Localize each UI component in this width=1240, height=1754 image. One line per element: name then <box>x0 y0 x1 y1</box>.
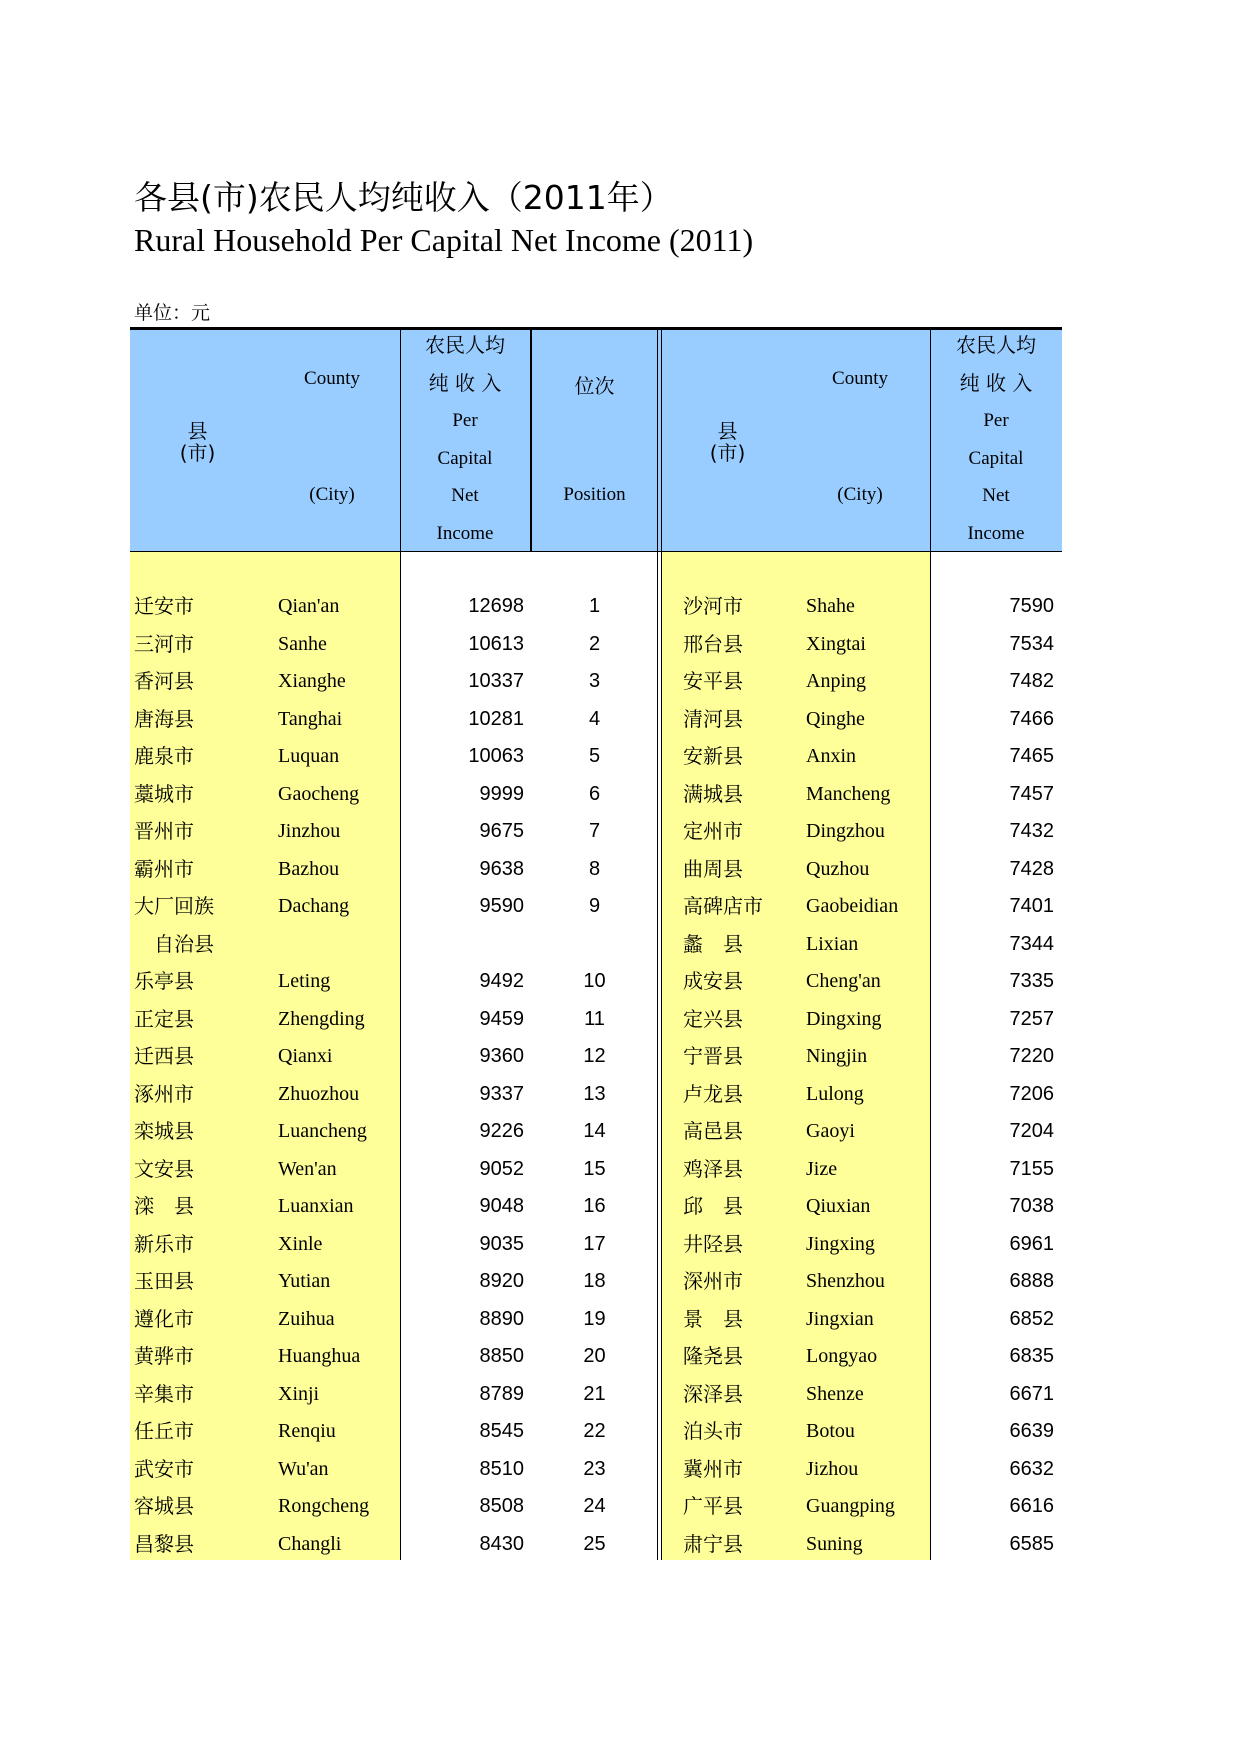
county-name-en: Qian'an <box>278 595 340 617</box>
county-name-cn: 成安县 <box>683 969 743 993</box>
county-name-en: Qianxi <box>278 1045 333 1067</box>
county-name-cn: 满城县 <box>683 781 743 806</box>
county-name-en: Shenze <box>806 1382 864 1405</box>
county-name-cn: 容城县 <box>134 1494 194 1518</box>
county-name-cn: 遵化市 <box>134 1306 194 1331</box>
header-county-cn-right: 县 (市) <box>709 419 746 465</box>
income-value: 9035 <box>479 1232 524 1255</box>
position-value: 10 <box>583 970 606 992</box>
income-value: 9590 <box>479 895 524 917</box>
income-value: 7344 <box>1009 932 1054 955</box>
income-value: 6835 <box>1009 1345 1054 1367</box>
income-value: 7155 <box>1009 1157 1054 1180</box>
income-value: 8890 <box>479 1307 524 1330</box>
county-name-cn: 鸡泽县 <box>683 1156 743 1181</box>
income-value: 7428 <box>1009 857 1054 880</box>
county-name-cn: 高碑店市 <box>683 894 763 918</box>
income-value: 6888 <box>1009 1270 1054 1292</box>
position-value <box>532 926 657 964</box>
header-position-cn: 位次 <box>574 374 615 398</box>
income-value: 9999 <box>479 782 524 805</box>
position-value: 1 <box>588 595 601 617</box>
county-name-en: Lixian <box>806 932 859 955</box>
header-income-left <box>400 327 530 552</box>
income-value: 8920 <box>479 1270 524 1292</box>
county-name-en: Quzhou <box>806 857 870 880</box>
county-name-cn: 涿州市 <box>134 1081 194 1106</box>
income-value: 8430 <box>479 1532 524 1555</box>
position-value: 6 <box>588 782 601 805</box>
income-value: 7465 <box>1009 745 1054 767</box>
county-name-cn: 晋州市 <box>134 819 194 843</box>
income-value: 9360 <box>479 1045 524 1067</box>
income-value: 7038 <box>1009 1195 1054 1217</box>
county-name-en: Lulong <box>806 1082 864 1105</box>
county-name-cn: 定州市 <box>683 819 743 843</box>
county-name-cn: 自治县 <box>134 931 214 956</box>
header-income-line: Per <box>983 410 1009 431</box>
county-name-en: Wu'an <box>278 1457 329 1480</box>
position-value: 8 <box>588 857 601 880</box>
county-name-cn: 清河县 <box>683 706 743 731</box>
position-value: 17 <box>583 1232 606 1255</box>
county-name-cn: 隆尧县 <box>683 1344 743 1368</box>
county-name-cn: 文安县 <box>134 1156 194 1181</box>
position-value: 25 <box>583 1532 606 1555</box>
county-name-cn: 迁西县 <box>134 1044 194 1068</box>
county-name-en: Xinle <box>278 1232 323 1255</box>
income-value: 8508 <box>479 1495 524 1517</box>
county-name-en: Anxin <box>806 745 856 767</box>
county-name-en: Qinghe <box>806 707 865 730</box>
income-value: 9675 <box>479 820 524 842</box>
county-name-en: Xianghe <box>278 670 346 692</box>
county-name-cn: 大厂回族 <box>134 894 214 918</box>
income-value: 9492 <box>479 970 524 992</box>
income-value: 10337 <box>468 670 524 692</box>
county-name-cn: 广平县 <box>683 1494 743 1518</box>
position-value: 13 <box>583 1082 606 1105</box>
county-name-cn: 安平县 <box>683 669 743 693</box>
table-top-border <box>130 327 1062 330</box>
income-value: 7257 <box>1009 1007 1054 1030</box>
county-name-en: Sanhe <box>278 632 327 655</box>
county-name-en: Zhengding <box>278 1007 365 1030</box>
county-name-cn: 深泽县 <box>683 1381 743 1406</box>
county-name-cn: 邱 县 <box>683 1194 743 1218</box>
header-position-en: Position <box>563 484 626 505</box>
page-title-english: Rural Household Per Capital Net Income (2011) <box>134 222 754 258</box>
county-name-cn: 唐海县 <box>134 706 194 731</box>
income-value <box>400 926 524 964</box>
income-value: 9337 <box>479 1082 524 1105</box>
income-value: 10063 <box>468 745 524 767</box>
income-value: 10613 <box>468 632 524 655</box>
income-value: 7457 <box>1009 782 1054 805</box>
header-income-line: Income <box>967 522 1025 544</box>
county-name-en: Huanghua <box>278 1345 361 1367</box>
income-value: 9226 <box>479 1120 524 1142</box>
county-name-en: Xingtai <box>806 632 866 655</box>
county-name-cn: 安新县 <box>683 744 743 768</box>
position-value: 16 <box>583 1195 606 1217</box>
county-name-cn: 泊头市 <box>683 1419 743 1443</box>
county-name-en: Yutian <box>278 1270 331 1292</box>
income-value: 6639 <box>1009 1420 1054 1442</box>
unit-label: 单位：元 <box>134 302 211 324</box>
county-name-en: Jinzhou <box>278 820 341 842</box>
income-value: 9459 <box>479 1007 524 1030</box>
income-value: 6671 <box>1009 1382 1054 1405</box>
county-name-en: Gaoyi <box>806 1120 855 1142</box>
county-name-cn: 鹿泉市 <box>134 744 194 768</box>
header-county-en-left: County <box>304 368 360 389</box>
county-name-en: Gaocheng <box>278 782 360 805</box>
income-value: 7335 <box>1009 970 1054 992</box>
header-city-en-left: (City) <box>309 484 355 505</box>
county-name-en: Suning <box>806 1532 863 1555</box>
county-name-cn: 深州市 <box>683 1269 743 1293</box>
income-value: 6961 <box>1009 1232 1054 1255</box>
income-value: 7466 <box>1009 707 1054 730</box>
income-value: 8789 <box>479 1382 524 1405</box>
county-name-cn: 三河市 <box>134 631 194 656</box>
position-value: 9 <box>588 895 601 917</box>
divider-position <box>530 330 532 552</box>
county-name-en: Jingxing <box>806 1232 875 1255</box>
county-name-en: Jizhou <box>806 1457 859 1480</box>
header-income-line: Income <box>436 522 494 544</box>
header-city-en-right: (City) <box>837 484 883 505</box>
header-income-line: Net <box>982 485 1010 506</box>
county-name-en: Cheng'an <box>806 970 881 992</box>
position-value: 7 <box>588 820 601 842</box>
income-value: 6585 <box>1009 1532 1054 1555</box>
income-value: 7401 <box>1009 895 1054 917</box>
county-name-en: Luquan <box>278 745 340 767</box>
county-name-cn: 香河县 <box>134 669 194 693</box>
income-value: 6852 <box>1009 1307 1054 1330</box>
county-name-en: Dachang <box>278 895 350 917</box>
header-income-line: 农民人均 <box>425 333 505 357</box>
position-value: 14 <box>583 1120 606 1142</box>
income-value: 7432 <box>1009 820 1054 842</box>
county-name-en: Mancheng <box>806 782 891 805</box>
county-name-en: Bazhou <box>278 857 340 880</box>
position-value: 12 <box>583 1045 606 1067</box>
position-value: 15 <box>583 1157 606 1180</box>
header-income-line: 农民人均 <box>956 333 1036 357</box>
position-value: 20 <box>583 1345 606 1367</box>
position-value: 23 <box>583 1457 606 1480</box>
county-name-cn: 栾城县 <box>134 1119 194 1143</box>
county-name-en: Dingxing <box>806 1007 882 1030</box>
position-value: 11 <box>584 1007 605 1030</box>
county-name-cn: 宁晋县 <box>683 1044 743 1068</box>
county-name-cn: 新乐市 <box>134 1231 194 1256</box>
income-value: 10281 <box>468 707 524 730</box>
header-income-line: Capital <box>437 447 493 469</box>
county-name-cn: 辛集市 <box>134 1381 194 1406</box>
county-name-cn: 藁城市 <box>134 781 194 806</box>
county-name-en: Shahe <box>806 595 855 617</box>
county-name-en: Shenzhou <box>806 1270 885 1292</box>
county-name-cn: 玉田县 <box>134 1269 194 1293</box>
county-name-en: Jingxian <box>806 1307 874 1330</box>
position-value: 2 <box>588 632 601 655</box>
county-name-en: Renqiu <box>278 1420 336 1442</box>
divider-center-b <box>661 330 662 1560</box>
header-income-line: Net <box>451 485 479 506</box>
header-income-line: Capital <box>968 447 1024 469</box>
county-name-en: Xinji <box>278 1382 320 1405</box>
income-value: 7534 <box>1009 632 1054 655</box>
county-name-en: Luanxian <box>278 1195 354 1217</box>
position-value: 3 <box>588 670 601 692</box>
header-income-right <box>930 327 1062 552</box>
header-income-line: 纯 收 入 <box>428 370 502 395</box>
header-county-cn-left: 县 (市) <box>179 419 216 465</box>
county-name-en: Rongcheng <box>278 1495 370 1517</box>
county-name-cn: 霸州市 <box>134 856 194 881</box>
county-name-cn: 冀州市 <box>683 1456 743 1481</box>
income-value: 7590 <box>1009 595 1054 617</box>
position-value: 5 <box>588 745 601 767</box>
county-name-en: Ningjin <box>806 1045 868 1067</box>
income-value: 6616 <box>1009 1495 1054 1517</box>
header-income-line: Per <box>452 410 478 431</box>
county-name-cn: 昌黎县 <box>134 1531 194 1556</box>
position-value: 22 <box>583 1420 606 1442</box>
county-name-cn: 卢龙县 <box>683 1081 743 1106</box>
income-value: 12698 <box>468 595 524 617</box>
county-name-cn: 黄骅市 <box>134 1344 194 1368</box>
county-name-cn: 正定县 <box>134 1006 194 1031</box>
county-name-en: Guangping <box>806 1495 895 1517</box>
county-name-en: Longyao <box>806 1345 878 1367</box>
county-name-en: Zhuozhou <box>278 1082 360 1105</box>
header-income-line: 纯 收 入 <box>959 370 1033 395</box>
county-name-cn: 滦 县 <box>134 1194 194 1218</box>
income-value: 7220 <box>1009 1045 1054 1067</box>
county-name-en: Anping <box>806 670 866 692</box>
position-value: 4 <box>588 707 601 730</box>
divider-center-a <box>657 330 658 1560</box>
position-value: 24 <box>583 1495 606 1517</box>
income-value: 8545 <box>479 1420 524 1442</box>
income-value: 7206 <box>1009 1082 1054 1105</box>
county-name-en: Luancheng <box>278 1120 367 1142</box>
county-name-cn: 邢台县 <box>683 631 743 656</box>
county-name-en: Gaobeidian <box>806 895 899 917</box>
county-name-en: Leting <box>278 970 331 992</box>
header-bottom-border <box>130 551 1062 552</box>
income-value: 7482 <box>1009 670 1054 692</box>
county-name-cn: 乐亭县 <box>134 969 194 993</box>
county-name-cn: 沙河市 <box>683 594 743 618</box>
income-value: 8510 <box>479 1457 524 1480</box>
position-value: 19 <box>583 1307 606 1330</box>
county-name-en: Changli <box>278 1532 342 1555</box>
county-name-cn: 武安市 <box>134 1456 194 1481</box>
county-name-cn: 任丘市 <box>134 1419 194 1443</box>
county-name-cn: 肃宁县 <box>683 1531 743 1556</box>
header-row-bg <box>130 330 1062 552</box>
county-name-cn: 高邑县 <box>683 1119 743 1143</box>
county-name-en: Dingzhou <box>806 820 885 842</box>
county-name-cn: 蠡 县 <box>683 931 743 956</box>
county-name-cn: 曲周县 <box>683 856 743 881</box>
county-name-en: Wen'an <box>278 1157 337 1180</box>
income-value: 7204 <box>1009 1120 1054 1142</box>
position-value: 21 <box>583 1382 606 1405</box>
income-value: 9052 <box>479 1157 524 1180</box>
position-value: 18 <box>583 1270 606 1292</box>
county-name-en: Zuihua <box>278 1307 335 1330</box>
page-title-chinese: 各县(市)农民人均纯收入（2011年） <box>134 178 673 217</box>
county-name-en: Tanghai <box>278 707 343 730</box>
income-value: 6632 <box>1009 1457 1054 1480</box>
county-name-en: Qiuxian <box>806 1195 871 1217</box>
county-name-cn: 井陉县 <box>683 1231 743 1256</box>
county-name-cn: 迁安市 <box>134 594 194 618</box>
county-name-cn: 景 县 <box>683 1306 743 1331</box>
income-value: 9638 <box>479 857 524 880</box>
income-value: 8850 <box>479 1345 524 1367</box>
county-name-en: Jize <box>806 1157 838 1180</box>
county-name-en: Botou <box>806 1420 855 1442</box>
county-name-cn: 定兴县 <box>683 1006 743 1031</box>
income-value: 9048 <box>479 1195 524 1217</box>
header-county-en-right: County <box>832 368 888 389</box>
